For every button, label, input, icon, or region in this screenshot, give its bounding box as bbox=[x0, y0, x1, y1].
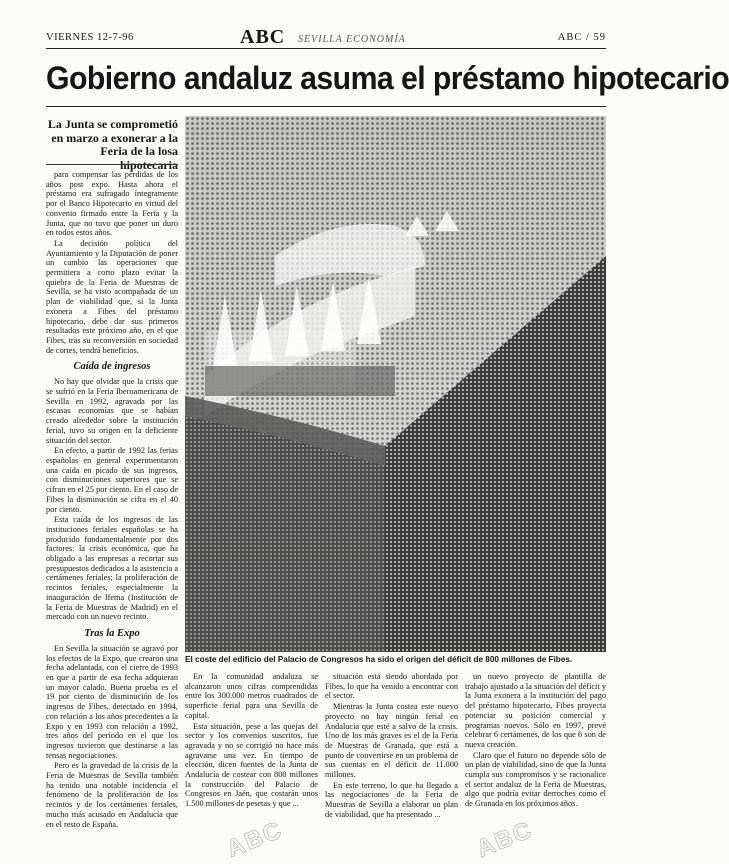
col3-paragraph: En este terreno, lo que ha llegado a las negociaciones de la Feria de Muestras de Sevilla a elaborar un plan de viabilidad, que ha presentado ... bbox=[325, 780, 458, 819]
col3-paragraph: Mientras la Junta costea este nuevo proyecto no hay ningún ferial en Andalucía que esté a salvo de la crisis. Uno de los más graves es el de la Feria de Muestras de Granada, que está a punto de convertirse en un problema de sus cuentas en el déficit de 11.000 millones. bbox=[325, 702, 458, 780]
col3-paragraph: situación está siendo abordada por Fibes, lo que ha venido a encontrar con el sector. bbox=[325, 672, 458, 701]
col1-paragraph: Pero es la gravedad de la crisis de la Feria de Muestras de Sevilla también ha tenido una notable incidencia el fenómeno de la proliferación de los recintos y de los certámenes feriales, mucho más acusado en Andalucía que en el resto de España. bbox=[46, 761, 178, 829]
watermark-logo: ABC bbox=[222, 816, 287, 863]
headline-rule bbox=[46, 106, 606, 107]
col4-paragraph: Claro que el futuro no depende sólo de un plan de viabilidad, sino de que la Junta cumpla sus compromisos y se racionalice el sector andaluz de la Feria de Muestras, algo que podría evitar derroches como el de Granada en los próximos años. bbox=[465, 750, 606, 809]
subhead-expo: Tras la Expo bbox=[84, 627, 140, 639]
lede: La Junta se comprometió en marzo a exonerar a la Feria de la losa hipotecaria bbox=[47, 117, 178, 172]
section-name: SEVILLA ECONOMÍA bbox=[298, 34, 406, 45]
newspaper-logo: ABC bbox=[240, 26, 286, 48]
col4-paragraph: un nuevo proyecto de plantilla de trabajo ajustado a la situación del déficit y la Junta exonera a la institución del pago del préstamo hipotecario, Fibes proyecta potenciar su posición comercial y programas nuevos. Sólo en 1997, prevé celebrar 6 certámenes, de los que 6 son de nueva creación. bbox=[465, 672, 606, 749]
col1-paragraph: para compensar las pérdidas de los años post expo. Hasta ahora el préstamo era sufragado íntegramente por el Banco Hipotecario en virtud del convenio firmado entre la Feria y la Junta, que no tuvo que poner un duro en todos estos años. bbox=[46, 170, 178, 238]
col1-paragraph: En efecto, a partir de 1992 las ferias españolas en general experimentaron una caída en picado de sus ingresos, con disminuciones superiores que se cifran en el 25 por ciento. En el caso de Fibes la disminución se cifra en el 40 por ciento. bbox=[46, 446, 178, 514]
watermark-logo: ABC bbox=[472, 816, 537, 863]
issue-date: VIERNES 12-7-96 bbox=[46, 32, 134, 43]
column-4 bbox=[465, 672, 606, 810]
col2-paragraph: Esta situación, pese a las quejas del sector y los convenios suscritos, fue agravada y no se corrigió no hace más agravarse una vez. En tiempo de elección, dicen fuentes de la Junta de Andalucía de costear con 800 millones la construcción del Palacio de Congresos en Jaén, que costarán unos 1.500 millones de pesetas y que ... bbox=[185, 721, 318, 809]
column-1 bbox=[46, 170, 178, 830]
news-photo bbox=[185, 116, 606, 652]
column-2 bbox=[185, 672, 318, 810]
subhead-caida: Caída de ingresos bbox=[73, 361, 151, 373]
col1-paragraph: No hay que olvidar que la crisis que se sufrió en la Feria Iberoamericana de Sevilla en 1992, agravada por las escasas economías que se habían creado alrededor sobre la institución ferial, tuvo su origen en la deficiente situación del sector. bbox=[46, 377, 178, 445]
photo-caption: El coste del edificio del Palacio de Congresos ha sido el origen del déficit de 800 millones de Fibes. bbox=[185, 655, 573, 664]
page-header bbox=[46, 26, 606, 49]
col2-paragraph: En la comunidad andaluza se alcanzaron unos cifras comprendidas entre los 300.000 metros cuadrados de superficie ferial para una Sevilla de capital. bbox=[185, 672, 318, 720]
palacio-congresos-photo bbox=[185, 116, 606, 652]
col1-paragraph: Esta caída de los ingresos de las instituciones feriales españolas se ha producido fundamentalmente por dos factores: la crisis económica, que ha obligado a las empresas a recortar sus presupuestos dedicados a la asistencia a certámenes feriales; la proliferación de recintos feriales, especialmente la inauguración de Ifema (Institución de la Feria de Muestras de Madrid) en el mercado con un nuevo recinto. bbox=[46, 515, 179, 622]
col1-paragraph: En Sevilla la situación se agravó por los efectos de la Expo, que crearon una fecha adelantada, con el cierre de 1993 en que a partir de esa fecha adquieran un mayor calado. Buena prueba es el 19 por ciento de disminución de los ingresos de Fibes, detectado en 1994, con relación a los años precedentes a la Expo y en 1993 con relación a 1992, tres años del período en el que los ingresos tuvieron que destinarse a las tensas negociaciones. bbox=[46, 643, 178, 760]
column-3 bbox=[325, 672, 458, 821]
col1-paragraph: La decisión política del Ayuntamiento y la Diputación de poner un cambio las operaciones que permitiera a corto plazo evitar la quiebra de la Feria de Muestras de Sevilla, se ha visto acompañada de un plan de viabilidad que, si la Junta exonera a Fibes del préstamo hipotecario, debe dar sus primeros resultados este próximo año, en el que Fibes, tras su reconversión en sociedad de cortes, tendrá beneficios. bbox=[46, 238, 178, 355]
headline: Gobierno andaluz asuma el préstamo hipotecario bbox=[46, 60, 729, 96]
lede-rule bbox=[46, 164, 178, 165]
page-number: ABC / 59 bbox=[557, 32, 606, 43]
